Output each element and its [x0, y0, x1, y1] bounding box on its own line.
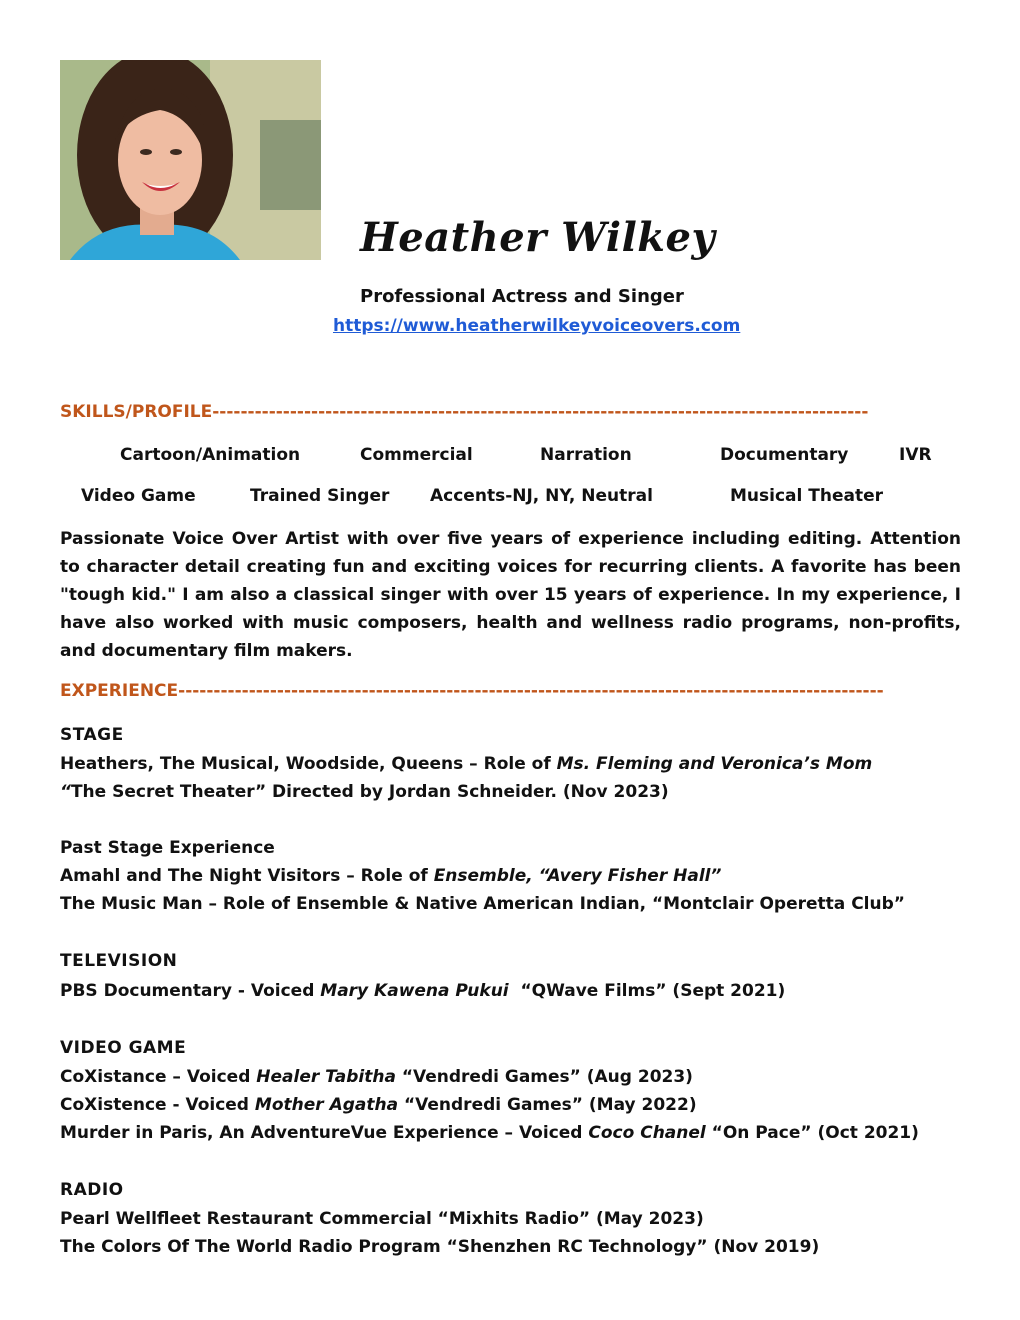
past-stage-line: The Music Man – Role of Ensemble & Native American Indian, “Montclair Operetta Club” — [60, 894, 905, 914]
stage-line-text: The Secret Theater” Directed by Jordan Schneider. (Nov 2023) — [70, 782, 669, 802]
video-game-line — [60, 1123, 919, 1143]
skill-item: Documentary — [720, 445, 849, 465]
video-game-heading: VIDEO GAME — [60, 1038, 187, 1058]
skill-item: Narration — [540, 445, 632, 465]
video-game-role: Healer Tabitha — [256, 1067, 396, 1087]
skills-section-title: SKILLS/PROFILE--------------------------------------------------------------------------------------------- — [60, 402, 869, 422]
portrait-illustration — [60, 60, 321, 260]
skill-item: IVR — [899, 445, 932, 465]
video-game-role: Coco Chanel — [588, 1123, 706, 1143]
television-studio: “QWave Films” (Sept 2021) — [508, 981, 786, 1001]
video-game-text: CoXistence - Voiced — [60, 1095, 255, 1115]
past-stage-role: Ensemble, “Avery Fisher Hall” — [433, 866, 722, 886]
video-game-text: Murder in Paris, An AdventureVue Experience – Voiced — [60, 1123, 589, 1143]
radio-heading: RADIO — [60, 1180, 124, 1200]
video-game-text: CoXistance – Voiced — [60, 1067, 257, 1087]
video-game-line — [60, 1067, 693, 1087]
skill-item: Commercial — [360, 445, 473, 465]
stage-role: Ms. Fleming and Veronica’s Mom — [556, 754, 873, 774]
stage-line — [60, 782, 669, 802]
video-game-studio: “Vendredi Games” (May 2022) — [398, 1095, 697, 1115]
television-role: Mary Kawena Pukui — [320, 981, 509, 1001]
applicant-name: Heather Wilkey — [360, 214, 716, 261]
stage-quote-mark: “ — [60, 782, 71, 802]
skill-item: Video Game — [81, 486, 196, 506]
video-game-studio: “Vendredi Games” (Aug 2023) — [395, 1067, 693, 1087]
television-text: PBS Documentary - Voiced — [60, 981, 321, 1001]
profile-paragraph: Passionate Voice Over Artist with over five years of experience including editing. Attention to character detail creating fun and exciting voices for recurring clients. A favorite has been "tough kid." I am also a classical singer with over 15 years of experience. In my experience, I have also worked with music composers, health and wellness radio programs, non-profits, and documentary film makers. — [60, 529, 961, 661]
video-game-role: Mother Agatha — [254, 1095, 399, 1115]
video-game-line — [60, 1095, 697, 1115]
experience-section-title: EXPERIENCE---------------------------------------------------------------------------------------------------- — [60, 681, 884, 701]
skill-item: Trained Singer — [250, 486, 390, 506]
television-heading: TELEVISION — [60, 951, 178, 971]
tagline: Professional Actress and Singer — [360, 286, 684, 307]
past-stage-heading: Past Stage Experience — [60, 838, 275, 858]
radio-line: The Colors Of The World Radio Program “Shenzhen RC Technology” (Nov 2019) — [60, 1237, 820, 1257]
skill-item: Musical Theater — [730, 486, 883, 506]
stage-line — [60, 754, 872, 774]
skill-item: Cartoon/Animation — [120, 445, 301, 465]
television-line — [60, 981, 785, 1001]
video-game-studio: “On Pace” (Oct 2021) — [705, 1123, 919, 1143]
profile-photo — [60, 60, 321, 260]
skill-item: Accents-NJ, NY, Neutral — [430, 486, 653, 506]
past-stage-line — [60, 866, 721, 886]
stage-heading: STAGE — [60, 725, 124, 745]
website-link[interactable]: https://www.heatherwilkeyvoiceovers.com — [333, 316, 741, 336]
past-stage-text: Amahl and The Night Visitors – Role of — [60, 866, 434, 886]
stage-line-text: Heathers, The Musical, Woodside, Queens – Role of — [60, 754, 557, 774]
radio-line: Pearl Wellfleet Restaurant Commercial “Mixhits Radio” (May 2023) — [60, 1209, 704, 1229]
